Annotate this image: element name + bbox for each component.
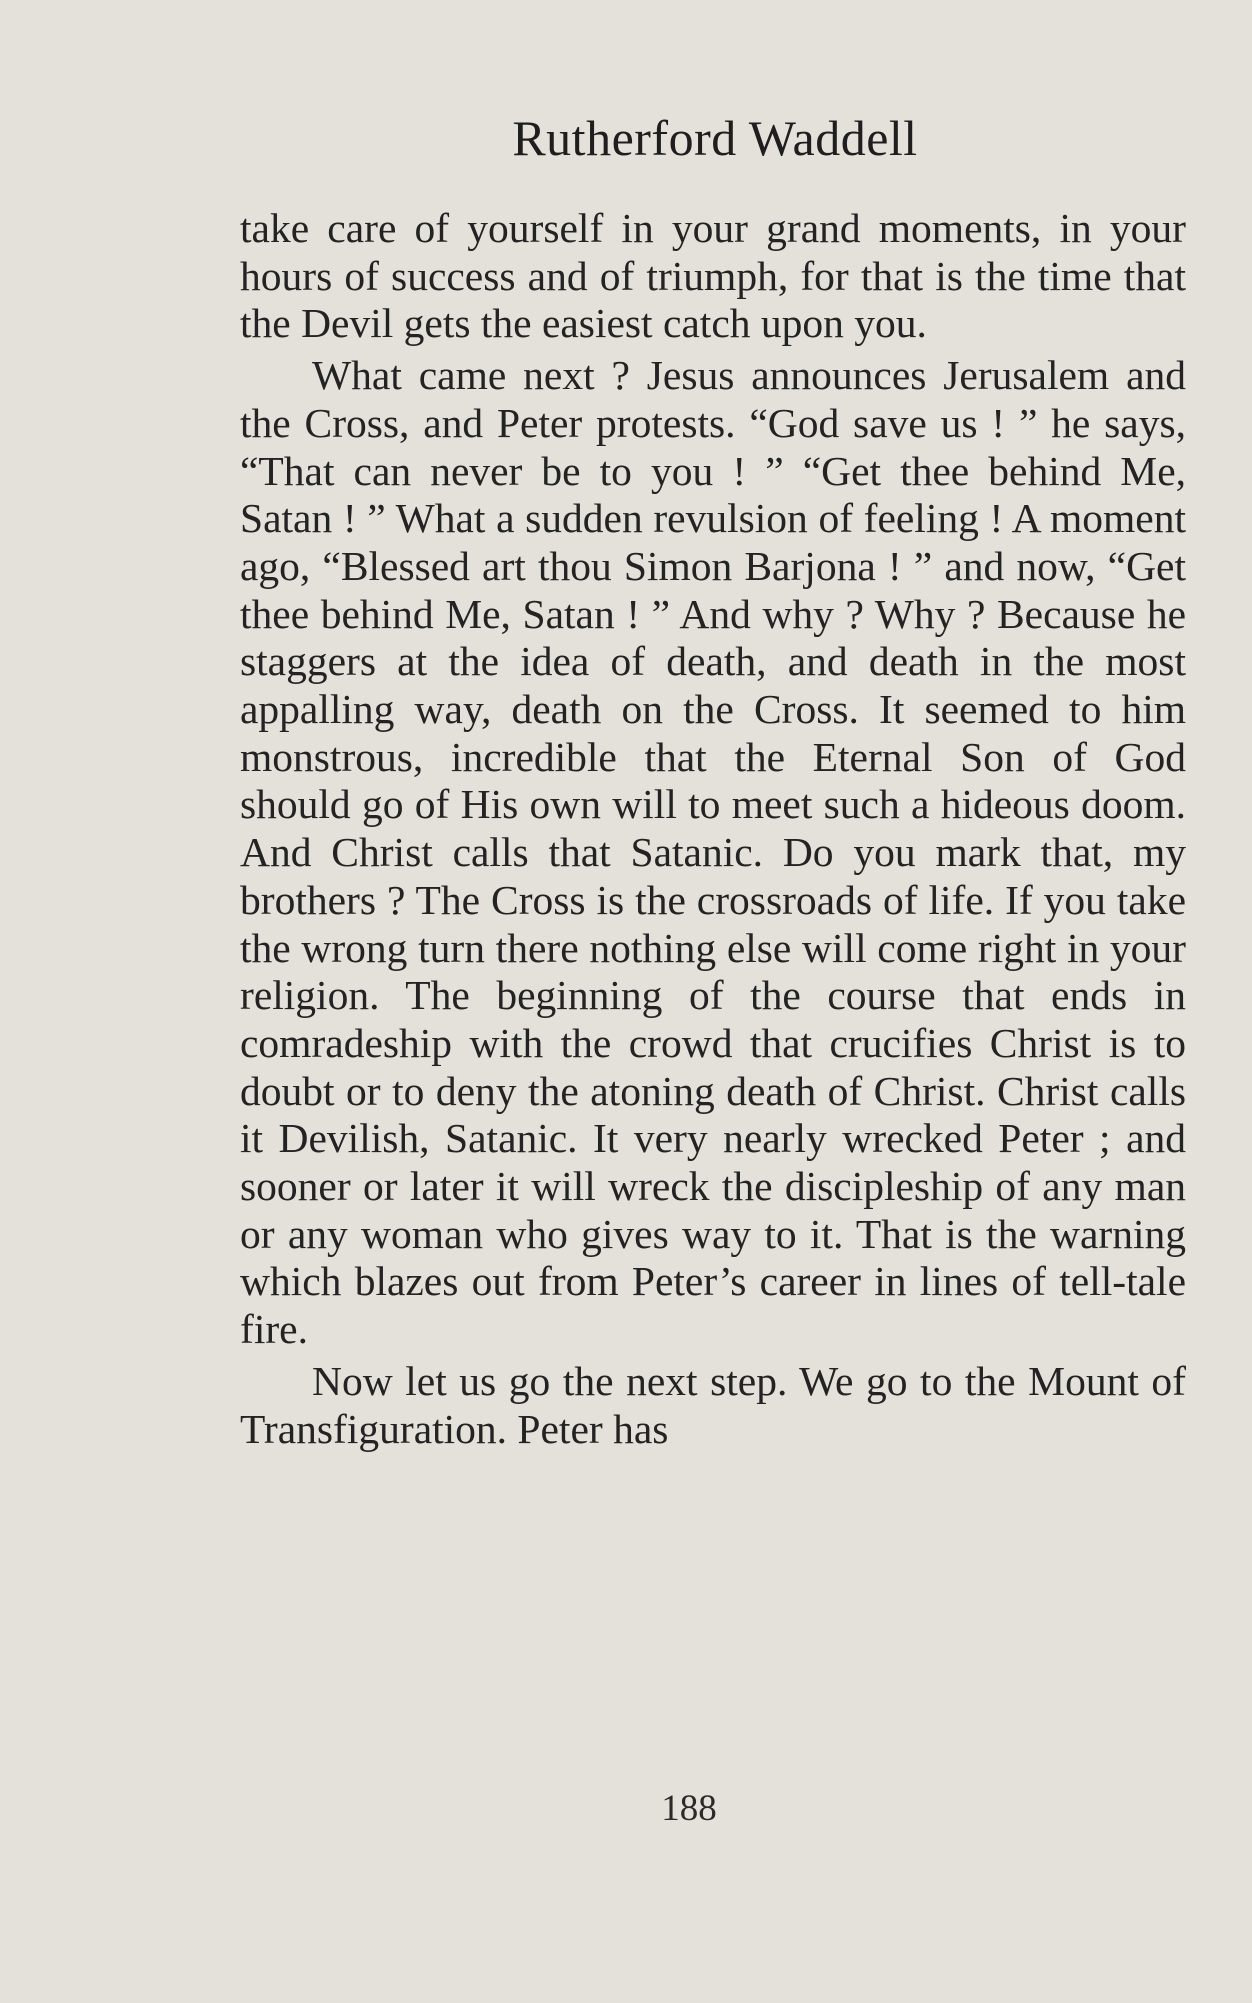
page-number: 188 [661,1788,717,1829]
running-header [0,103,1252,173]
running-header-text: Rutherford Waddell [512,110,918,166]
paragraph-what-came-next: What came next ? Jesus announces Jerusalem and the Cross, and Peter protests. “God save us ! ” he says, “That can never be to you ! ” “Get thee behind Me, Satan ! ” What a sudden revulsion of feeling ! A moment ago, “Blessed art thou Simon Barjona ! ” and now, “Get thee behind Me, Satan ! ” And why ? Why ? Because he staggers at the idea of death, and death in the most appalling way, death on the Cross. It seemed to him monstrous, incredible that the Eternal Son of God should go of His own will to meet such a hideous doom. And Christ calls that Satanic. Do you mark that, my brothers ? The Cross is the crossroads of life. If you take the wrong turn there nothing else will come right in your religion. The beginning of the course that ends in comradeship with the crowd that crucifies Christ is to doubt or to deny the atoning death of Christ. Christ calls it Devilish, Satanic. It very nearly wrecked Peter ; and sooner or later it will wreck the discipleship of any man or any woman who gives way to it. That is the warning which blazes out from Peter’s career in lines of tell-tale fire. [240,352,1186,1353]
paragraph-next-step: Now let us go the next step. We go to the Mount of Transfiguration. Peter has [240,1357,1186,1452]
body-text [240,205,1186,1453]
paragraph-continuation: take care of yourself in your grand moments, in your hours of success and of triumph, for that is the time that the Devil gets the easiest catch upon you. [240,205,1186,347]
